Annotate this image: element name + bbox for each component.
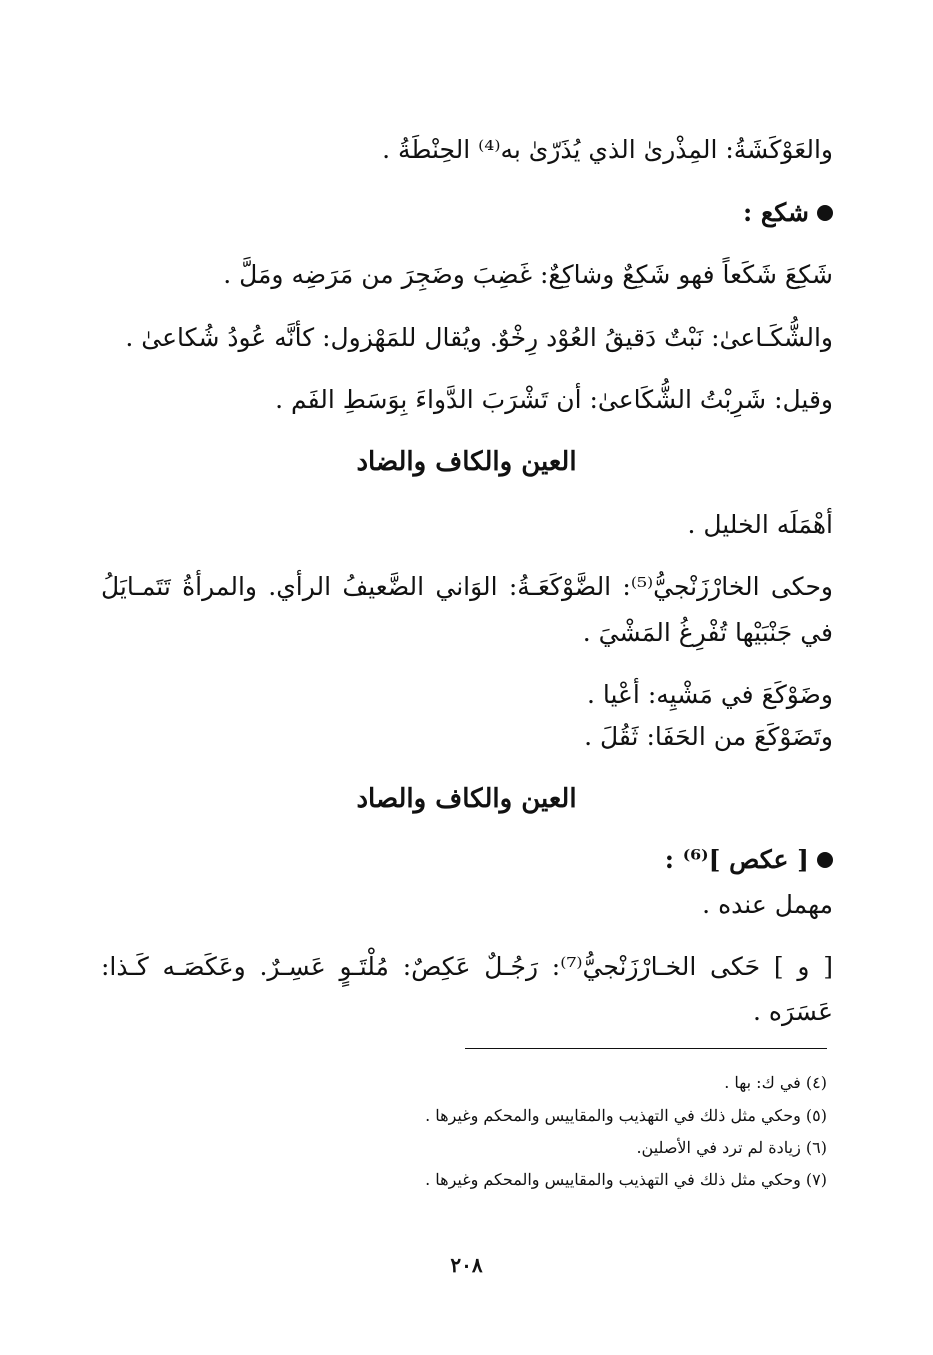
entry-line-shukaa: والشُّكَـاعىٰ: نَبْتٌ دَقيقُ العُوْد رِخْوٌ. ويُقال للمَهْزول: كأنَّه عُودُ شُكاعىٰ . [125, 323, 833, 352]
entry-line-rajul-akis: [ و ] حَكى الخـارْزَنْجيُّ⁽⁷⁾: رَجُـلٌ عَكِصٌ: مُلْتَـوٍ عَسِـرٌ. وعَكَصَـه كَـذا: [101, 952, 834, 981]
footnote-6: (٦) زيادة لم ترد في الأصلين. [636, 1138, 827, 1157]
entry-line-awkasha: والعَوْكَشَةُ: المِذْرىٰ الذي يُذَرّىٰ به⁽⁴⁾ الحِنْطَةُ . [382, 135, 833, 164]
entry-line-janbayha: في جَنْبَيْها تُفْرِغُ المَشْيَ . [582, 618, 833, 647]
entry-line-asarahu: عَسَرَه . [752, 997, 833, 1026]
entry-heading-akas [665, 843, 833, 877]
footnote-5: (٥) وحكي مثل ذلك في التهذيب والمقاييس والمحكم وغيرها . [425, 1106, 827, 1125]
entry-line-shakia: شَكِعَ شَكَعاً فهو شَكِعٌ وشاكِعٌ: غَضِبَ وضَجِرَ من مَرَضِه ومَلَّ . [223, 260, 833, 289]
footnote-7: (٧) وحكي مثل ذلك في التهذيب والمقاييس والمحكم وغيرها . [425, 1170, 827, 1189]
entry-heading-shakaa [743, 196, 833, 230]
entry-heading-label: شكع : [743, 198, 809, 227]
bullet-icon [817, 205, 833, 221]
footnote-4: (٤) في ك: بها . [724, 1073, 827, 1092]
entry-line-tadawkaa: وتَضَوْكَعَ من الحَفَا: ثَقُلَ . [584, 722, 833, 751]
entry-line-ahmalahu: أهْمَلَه الخليل . [687, 510, 833, 539]
bullet-icon [817, 852, 833, 868]
entry-line-dawkaa: وضَوْكَعَ في مَشْيِه: أعْيا . [586, 680, 833, 709]
section-heading-ayn-kaf-sad: العين والكاف والصاد [356, 784, 577, 814]
page-number: ٢٠٨ [450, 1253, 483, 1277]
entry-heading-label: [ عكص ]⁽⁶⁾ : [664, 845, 809, 874]
footnote-divider [465, 1048, 827, 1049]
section-heading-ayn-kaf-dad: العين والكاف والضاد [356, 447, 577, 477]
entry-line-muhmal: مهمل عنده . [702, 890, 833, 919]
entry-line-hakaa-kharzanji: وحكى الخارْزَنْجيُّ⁽⁵⁾: الضَّوْكَعَـةُ: الوَاني الضَّعيفُ الرأي. والمرأةُ تَتَمـايَلُ [101, 572, 833, 601]
entry-line-qila: وقيل: شَرِبْتُ الشُّكَاعىٰ: أن تَشْرَبَ الدَّواءَ بِوَسَطِ الفَم . [275, 385, 833, 414]
